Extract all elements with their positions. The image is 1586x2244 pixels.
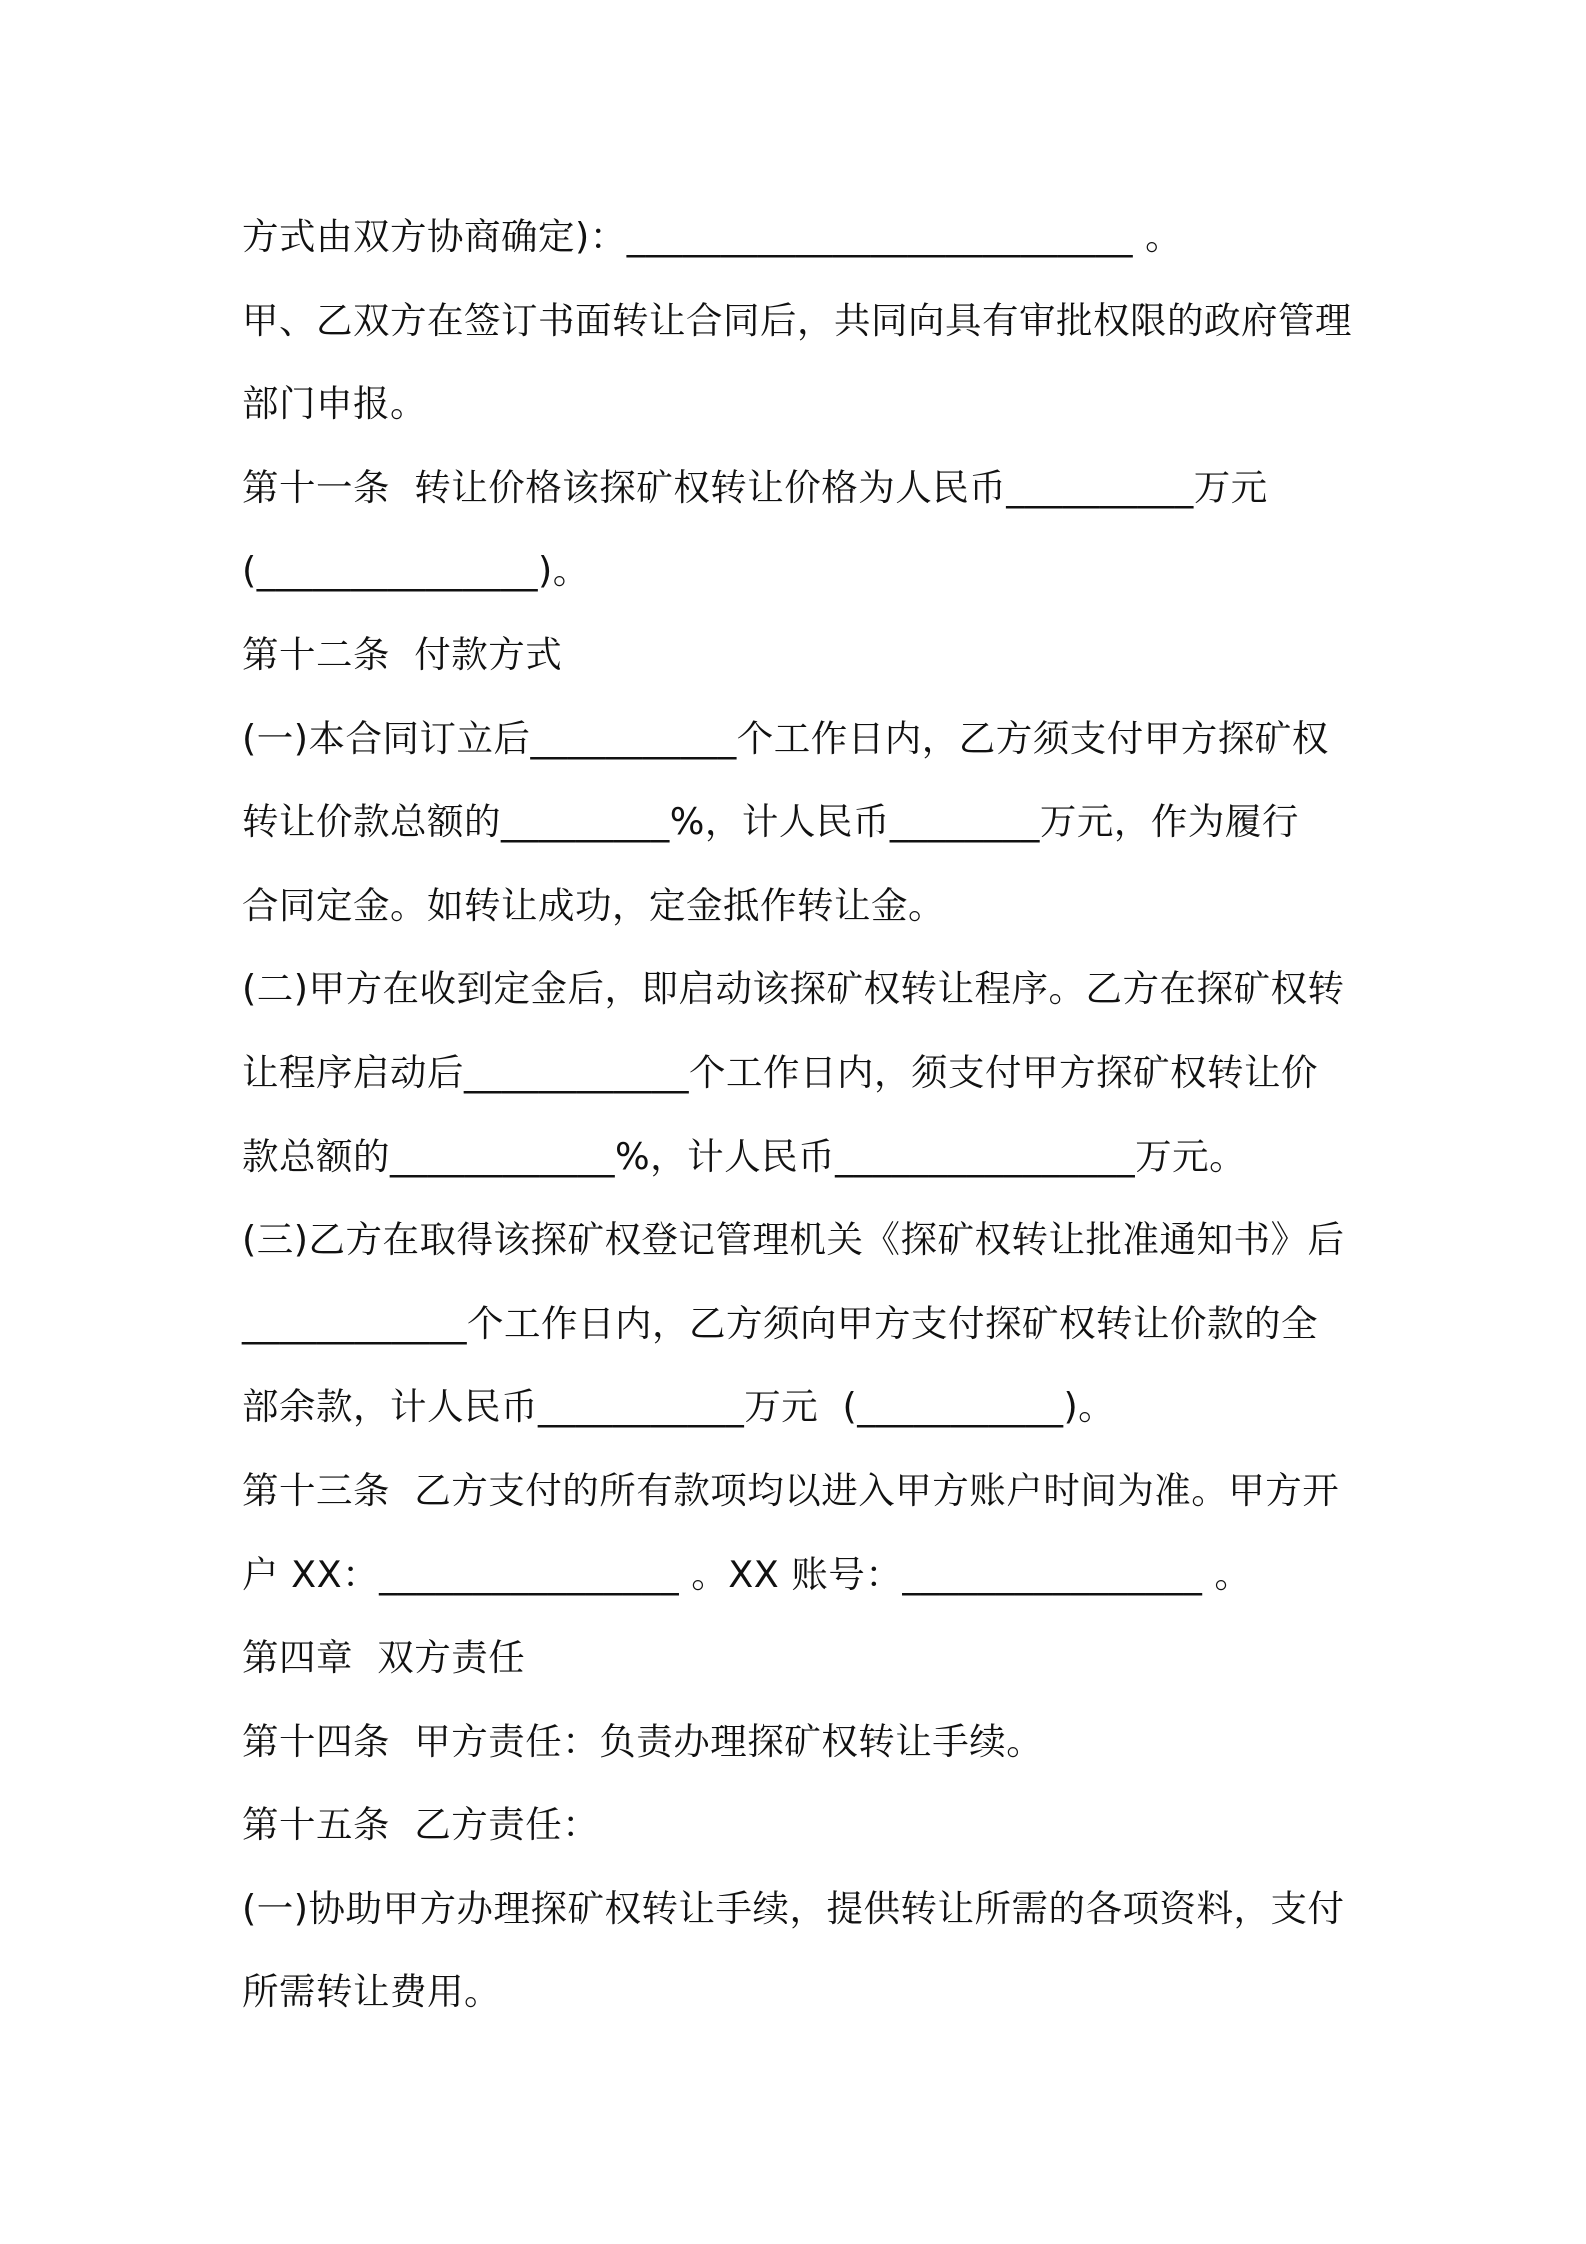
text-line: 户 XX：________________ 。XX 账号：________________ 。: [242, 1552, 1252, 1596]
clause-13-heading: 第十三条 乙方支付的所有款项均以进入甲方账户时间为准。甲方开: [242, 1468, 1340, 1512]
text-line: 让程序启动后____________个工作日内，须支付甲方探矿权转让价: [242, 1050, 1318, 1094]
text-line: 转让价款总额的_________%，计人民币________万元，作为履行: [242, 800, 1299, 844]
text-line: 甲、乙双方在签订书面转让合同后，共同向具有审批权限的政府管理: [242, 298, 1352, 342]
clause-12-heading: 第十二条 付款方式: [242, 632, 563, 676]
text-line: 款总额的____________%，计人民币________________万元。: [242, 1134, 1247, 1178]
text-line: (一)协助甲方办理探矿权转让手续，提供转让所需的各项资料，支付: [242, 1886, 1345, 1930]
text-line: (三)乙方在取得该探矿权登记管理机关《探矿权转让批准通知书》后: [242, 1218, 1345, 1262]
text-line: ____________个工作日内，乙方须向甲方支付探矿权转让价款的全: [242, 1301, 1318, 1345]
text-line: (_______________)。: [242, 549, 590, 593]
clause-14-heading: 第十四条 甲方责任：负责办理探矿权转让手续。: [242, 1719, 1044, 1763]
text-line: (一)本合同订立后___________个工作日内，乙方须支付甲方探矿权: [242, 716, 1329, 760]
document-body: [242, 195, 1362, 2034]
text-line: 部门申报。: [242, 382, 427, 426]
clause-15-heading: 第十五条 乙方责任：: [242, 1803, 600, 1847]
chapter-4-heading: 第四章 双方责任: [242, 1636, 526, 1680]
text-line: 方式由双方协商确定)：___________________________ 。: [242, 215, 1183, 258]
text-line: 部余款，计人民币___________万元 (___________)。: [242, 1385, 1116, 1429]
text-line: (二)甲方在收到定金后，即启动该探矿权转让程序。乙方在探矿权转: [242, 967, 1345, 1011]
text-line: 合同定金。如转让成功，定金抵作转让金。: [242, 883, 945, 927]
clause-11-heading: 第十一条 转让价格该探矿权转让价格为人民币__________万元: [242, 465, 1268, 509]
text-line: 所需转让费用。: [242, 1970, 501, 2014]
